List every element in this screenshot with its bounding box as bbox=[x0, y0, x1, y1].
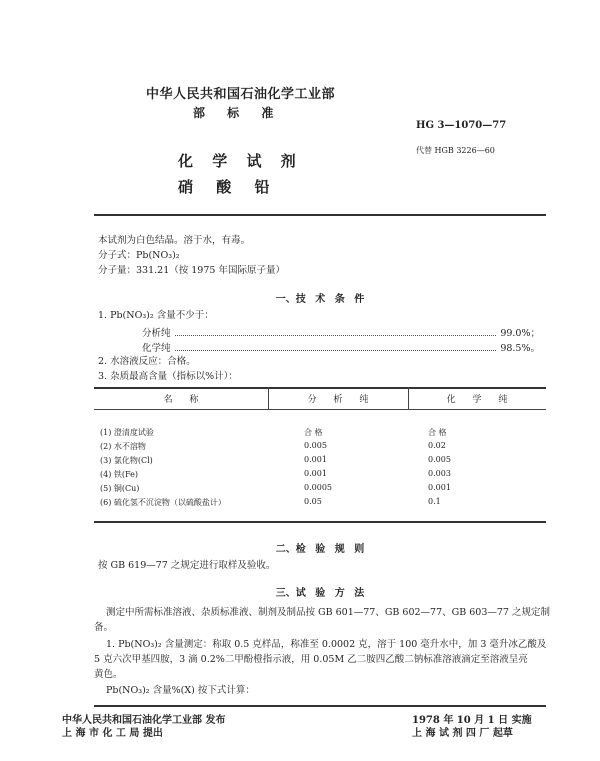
table-header-rule bbox=[94, 409, 546, 410]
impurity-table bbox=[94, 387, 546, 527]
intro-description: 本试剂为白色结晶。溶于水，有毒。 bbox=[98, 235, 251, 246]
grade-value: 99.0%； bbox=[500, 328, 540, 339]
cell-ar: 0.005 bbox=[304, 441, 327, 450]
intro-molecular-weight: 分子量：331.21（按 1975 年国际原子量） bbox=[98, 265, 285, 276]
footer-effective-date: 1978 年 10 月 1 日 实施 bbox=[412, 715, 532, 726]
document-title-line1: 化 学 试 剂 bbox=[178, 152, 296, 170]
cell-name: (2) 水不溶物 bbox=[100, 442, 146, 451]
cell-name: (6) 硫化氢不沉淀物（以硫酸盐计） bbox=[100, 498, 226, 507]
leader-dots bbox=[175, 335, 497, 336]
cell-cp: 0.003 bbox=[428, 469, 451, 478]
table-header bbox=[94, 387, 546, 409]
col-header-name: 名 称 bbox=[163, 395, 199, 405]
intro-formula: 分子式：Pb(NO₃)₂ bbox=[98, 250, 180, 261]
standard-type: 部 标 准 bbox=[193, 106, 274, 120]
section2-text: 按 GB 619—77 之规定进行取样及验收。 bbox=[98, 560, 276, 571]
standard-code: HG 3—1070—77 bbox=[416, 120, 507, 131]
cell-name: (3) 氯化物(Cl) bbox=[100, 456, 153, 465]
section1-item2: 2. 水溶液反应：合格。 bbox=[98, 356, 196, 367]
replaces-note: 代替 HGB 3226—60 bbox=[416, 146, 495, 155]
section3-para2-line1: 1. Pb(NO₃)₂ 含量测定：称取 0.5 克样品，称准至 0.0002 克，溶于 100 毫升水中，加 3 毫升冰乙酸及 bbox=[106, 639, 547, 650]
footer-proposer: 上 海 市 化 工 局 提出 bbox=[62, 728, 163, 739]
cell-name: (5) 铜(Cu) bbox=[100, 484, 140, 493]
cell-cp: 0.001 bbox=[428, 483, 451, 492]
section3-para1-line1: 测定中所需标准溶液、杂质标准液、制剂及制品按 GB 601—77、GB 602—77、GB 603—77 之规定制 bbox=[106, 607, 550, 618]
cell-ar: 合 格 bbox=[304, 428, 323, 437]
col-header-ar: 分 析 纯 bbox=[307, 395, 369, 405]
cell-cp: 0.1 bbox=[428, 497, 441, 506]
cell-ar: 0.001 bbox=[304, 455, 327, 464]
col-header-cp: 化 学 纯 bbox=[446, 395, 508, 405]
cell-cp: 0.005 bbox=[428, 455, 451, 464]
header-divider bbox=[94, 214, 546, 216]
section1-item1: 1. Pb(NO₃)₂ 含量不少于： bbox=[98, 310, 214, 321]
section3-para1-line2: 备。 bbox=[94, 622, 114, 633]
cell-cp: 0.02 bbox=[428, 441, 446, 450]
cell-cp: 合 格 bbox=[428, 428, 447, 437]
section3-para2-line3: 黄色。 bbox=[94, 669, 123, 680]
section3-para3: Pb(NO₃)₂ 含量%(X) 按下式计算： bbox=[106, 685, 255, 696]
cell-name: (1) 澄清度试验 bbox=[100, 428, 154, 437]
cell-ar: 0.05 bbox=[304, 497, 322, 506]
footer-divider bbox=[94, 705, 546, 707]
section1-item3: 3. 杂质最高含量（指标以%计）： bbox=[98, 371, 238, 382]
cell-name: (4) 铁(Fe) bbox=[100, 470, 138, 479]
footer-drafter: 上 海 试 剂 四 厂 起草 bbox=[412, 728, 513, 739]
section1-title: 一、技 术 条 件 bbox=[275, 294, 365, 305]
section3-para2-line2: 5 克六次甲基四胺，3 滴 0.2%二甲酚橙指示液，用 0.05M 乙二胺四乙酸二钠标准溶液滴定至溶液呈亮 bbox=[94, 654, 528, 665]
ministry-title: 中华人民共和国石油化学工业部 bbox=[146, 87, 336, 102]
footer-publisher: 中华人民共和国石油化学工业部 发布 bbox=[62, 715, 226, 726]
grade-value: 98.5%。 bbox=[500, 343, 540, 354]
cell-ar: 0.001 bbox=[304, 469, 327, 478]
grade-row-analytical bbox=[142, 325, 540, 339]
grade-label: 分析纯 bbox=[142, 328, 171, 339]
grade-row-chemical bbox=[142, 340, 540, 354]
leader-dots bbox=[175, 350, 497, 351]
document-title-line2: 硝 酸 铅 bbox=[178, 178, 270, 196]
section2-title: 二、检 验 规 则 bbox=[275, 544, 365, 555]
table-bottom-rule bbox=[94, 521, 546, 523]
cell-ar: 0.0005 bbox=[304, 483, 332, 492]
section3-title: 三、试 验 方 法 bbox=[275, 588, 365, 599]
grade-label: 化学纯 bbox=[142, 343, 171, 354]
